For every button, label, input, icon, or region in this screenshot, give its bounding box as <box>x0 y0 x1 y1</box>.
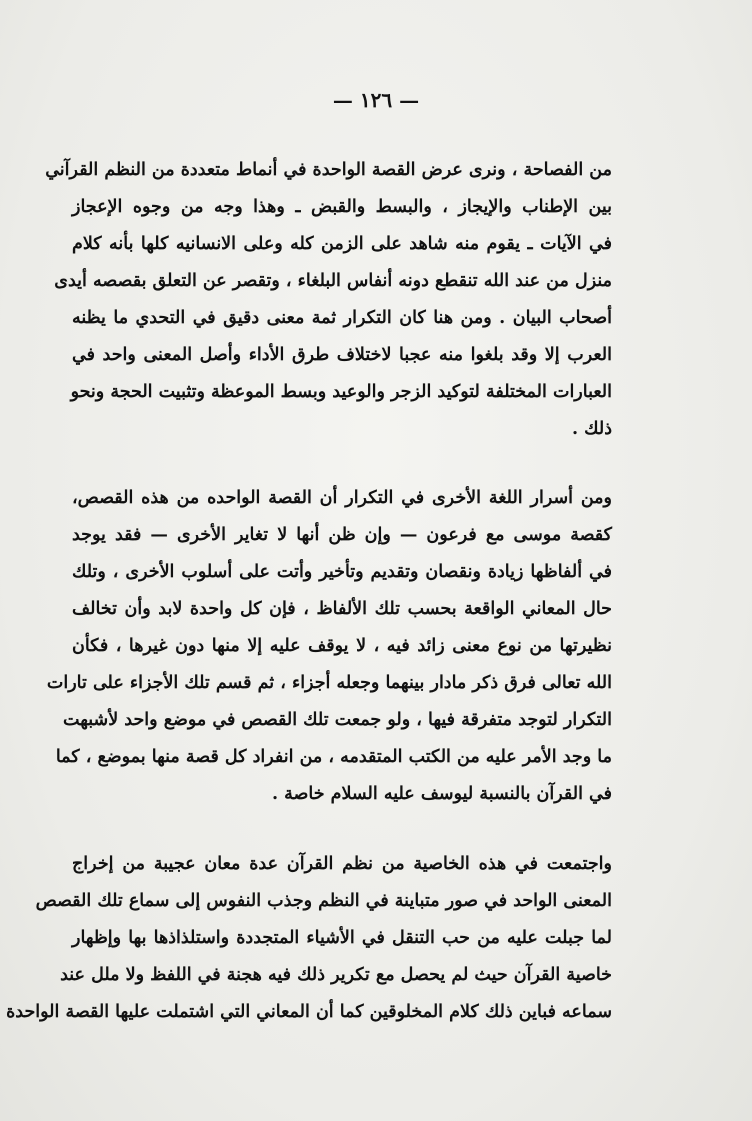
text-line: العبارات المختلفة لتوكيد الزجر والوعيد وبسط الموعظة وتثبيت الحجة ونحو <box>70 382 612 402</box>
text-line: منزل من عند الله تنقطع دونه أنفاس البلغاء ، وتقصر عن التعلق بقصصه أيدى <box>54 271 612 291</box>
text-line: بين الإطناب والإيجاز ، والبسط والقبض ـ وهذا وجه من وجوه الإعجاز <box>72 197 612 217</box>
text-line: أصحاب البيان . ومن هنا كان التكرار ثمة معنى دقيق في التحدي ما يظنه <box>72 308 612 328</box>
text-line: الله تعالى فرق ذكر مادار بينهما وجعله أجزاء ، ثم قسم تلك الأجزاء على تارات <box>46 673 612 693</box>
text-line: سماعه فباين ذلك كلام المخلوقين كما أن المعاني التي اشتملت عليها القصة الواحدة <box>6 1002 612 1022</box>
text-line: خاصية القرآن حيث لم يحصل مع تكرير ذلك فيه هجنة في اللفظ ولا ملل عند <box>60 965 612 985</box>
text-line: ذلك . <box>571 419 612 439</box>
text-line: واجتمعت في هذه الخاصية من نظم القرآن عدة معان عجيبة من إخراج <box>72 854 612 874</box>
paragraph-2 <box>46 480 612 813</box>
paragraph-3 <box>6 846 612 1031</box>
page-number: — ١٢٦ — <box>332 88 420 112</box>
text-line: في الآيات ـ يقوم منه شاهد على الزمن كله وعلى الانسانيه كلها بأنه كلام <box>72 234 612 254</box>
text-line: حال المعاني الواقعة بحسب تلك الألفاظ ، فإن كل واحدة لابد وأن تخالف <box>72 599 612 619</box>
text-line: كقصة موسى مع فرعون — وإن ظن أنها لا تغاير الأخرى — فقد يوجد <box>72 525 612 545</box>
text-line: ما وجد الأمر عليه من الكتب المتقدمه ، من انفراد كل قصة منها بموضع ، كما <box>55 747 612 767</box>
text-line: في القرآن بالنسبة ليوسف عليه السلام خاصة . <box>271 784 612 804</box>
text-line: التكرار لتوجد متفرقة فيها ، ولو جمعت تلك القصص في موضع واحد لأشبهت <box>63 710 612 730</box>
text-line: لما جبلت عليه من حب التنقل في الأشياء المتجددة واستلذاذها بها وإظهار <box>72 928 612 948</box>
text-line: في ألفاظها زيادة ونقصان وتقديم وتأخير وأتت على أسلوب الأخرى ، وتلك <box>72 562 612 582</box>
text-line: نظيرتها من نوع معنى زائد فيه ، لا يوقف عليه إلا منها دون غيرها ، فكأن <box>72 636 612 656</box>
text-line: من الفصاحة ، ونرى عرض القصة الواحدة في أنماط متعددة من النظم القرآني <box>45 160 612 180</box>
text-line: المعنى الواحد في صور متباينة في النظم وجذب النفوس إلى سماع تلك القصص <box>35 891 612 911</box>
paragraph-1 <box>45 152 612 448</box>
text-line: ومن أسرار اللغة الأخرى في التكرار أن القصة الواحده من هذه القصص، <box>72 488 612 508</box>
text-line: العرب إلا وقد بلغوا منه عجبا لاختلاف طرق الأداء وأصل المعنى واحد في <box>72 345 612 365</box>
